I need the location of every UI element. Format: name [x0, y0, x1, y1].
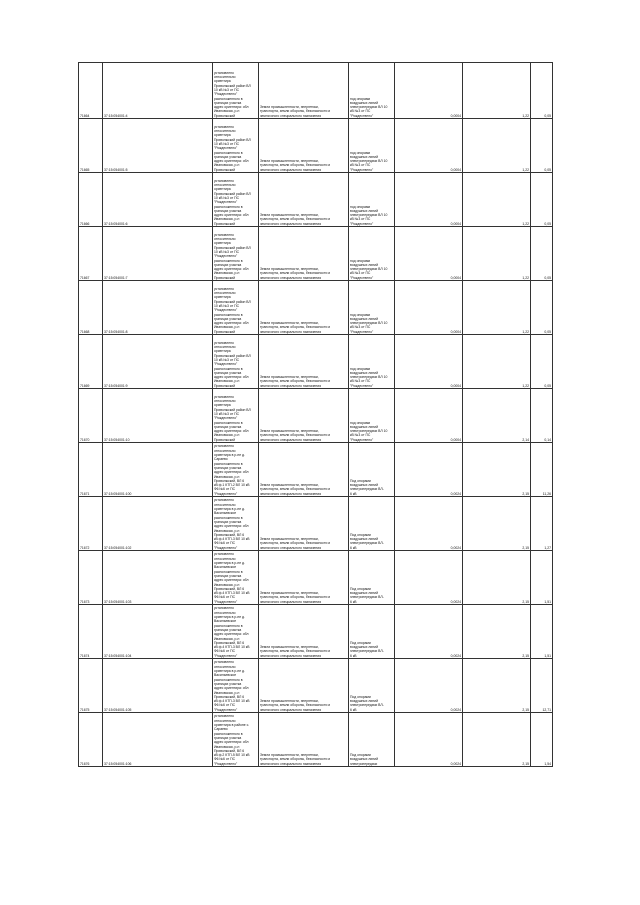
- value-amount: 0,05: [531, 63, 553, 119]
- value-area: 0,0004: [395, 227, 463, 281]
- cadastral-number: 37:15:054001:9: [103, 335, 213, 389]
- value-amount: 1,51: [531, 605, 553, 659]
- value-area: 0,0024: [395, 551, 463, 605]
- cadastral-number: 37:15:054001:10: [103, 389, 213, 443]
- value-area: 0,0004: [395, 63, 463, 119]
- location-description: установлено относительно ориентира Приволжский район ВЛ 10 кВ №3 от ПС "Рождествено" расположенного в границах участка адрес ориентира: обл Ивановская, р-н Приволжский: [213, 335, 259, 389]
- encumbrance-type: Под опорами воздушных линий электропередачи ВЛ- 6 кВ: [349, 605, 395, 659]
- location-description: установлено относительно ориентира Приволжский район ВЛ 10 кВ №3 от ПС "Рождествено" расположенного в границах участка адрес ориентира: обл Ивановская, р-н Приволжский: [213, 173, 259, 227]
- value-area: 0,0024: [395, 605, 463, 659]
- value-rate: 2,15: [463, 443, 531, 497]
- value-amount: 11,26: [531, 443, 553, 497]
- cadastral-number: 37:15:054001:105: [103, 659, 213, 713]
- record-id: 71665: [79, 119, 103, 173]
- value-amount: 0,14: [531, 389, 553, 443]
- value-rate: 1,22: [463, 227, 531, 281]
- table-row: [79, 497, 553, 551]
- value-rate: 2,15: [463, 551, 531, 605]
- cadastral-number: 37:15:054001:104: [103, 605, 213, 659]
- location-description: установлено относительно ориентира Приволжский район ВЛ 10 кВ №3 от ПС "Рождествено" расположенного в границах участка адрес ориентира: обл Ивановская, р-н Приволжский: [213, 63, 259, 119]
- cadastral-number: 37:15:054001:100: [103, 443, 213, 497]
- land-category: Земли промышленности, энергетики, транспорта, земли обороны, безопасности и земли иного специального назначения: [259, 605, 349, 659]
- value-amount: 0,05: [531, 335, 553, 389]
- land-category: Земли промышленности, энергетики, транспорта, земли обороны, безопасности и земли иного специального назначения: [259, 389, 349, 443]
- table-row: [79, 389, 553, 443]
- value-rate: 1,22: [463, 63, 531, 119]
- value-amount: 12,71: [531, 659, 553, 713]
- location-description: установлено относительно ориентира Приволжский район ВЛ 10 кВ №3 от ПС "Рождествено" расположенного в границах участка адрес ориентира: обл Ивановская, р-н Приволжский: [213, 119, 259, 173]
- value-rate: 2,14: [463, 389, 531, 443]
- value-amount: 1,54: [531, 713, 553, 767]
- table-row: [79, 713, 553, 767]
- record-id: 71669: [79, 335, 103, 389]
- value-rate: 1,22: [463, 281, 531, 335]
- value-rate: 1,22: [463, 335, 531, 389]
- table-row: [79, 227, 553, 281]
- value-amount: 0,05: [531, 227, 553, 281]
- value-rate: 2,15: [463, 713, 531, 767]
- record-id: 71670: [79, 389, 103, 443]
- record-id: 71672: [79, 497, 103, 551]
- cadastral-number: 37:15:054001:103: [103, 551, 213, 605]
- value-area: 0,0004: [395, 119, 463, 173]
- record-id: 71676: [79, 713, 103, 767]
- value-amount: 0,05: [531, 119, 553, 173]
- encumbrance-type: Под опорами воздушных линий электропередачи ВЛ- 6 кВ: [349, 443, 395, 497]
- record-id: 71673: [79, 551, 103, 605]
- location-description: установлено относительно ориентира в р-не д. Васильевское расположенного в границах участка адрес ориентира: обл Ивановская, р-н Приволжский, ВЛ 6 кВ ф.4 КТП-3 ВЛ 10 кВ Ф6 №6 от ПС "Рождествено": [213, 551, 259, 605]
- value-rate: 2,15: [463, 497, 531, 551]
- records-table: [78, 62, 553, 767]
- value-rate: 2,15: [463, 605, 531, 659]
- table-row: [79, 173, 553, 227]
- land-category: Земли промышленности, энергетики, транспорта, земли обороны, безопасности и земли иного специального назначения: [259, 659, 349, 713]
- records-table-body: [79, 63, 553, 767]
- value-rate: 1,22: [463, 119, 531, 173]
- land-category: Земли промышленности, энергетики, транспорта, земли обороны, безопасности и земли иного специального назначения: [259, 335, 349, 389]
- location-description: установлено относительно ориентира Приволжский район ВЛ 10 кВ №3 от ПС "Рождествено" расположенного в границах участка адрес ориентира: обл Ивановская, р-н Приволжский: [213, 227, 259, 281]
- location-description: установлено относительно ориентира в р-не д. Сараево расположенного в границах участка адрес ориентира: обл Ивановская, р-н Приволжский, ВЛ 6 кВ ф.1 КТП-2 ВЛ 10 кВ Ф6 №6 от ПС "Рождествено": [213, 443, 259, 497]
- encumbrance-type: под опорами воздушных линий электропередачи ВЛ 10 кВ №3 от ПС "Рождествено": [349, 335, 395, 389]
- land-category: Земли промышленности, энергетики, транспорта, земли обороны, безопасности и земли иного специального назначения: [259, 551, 349, 605]
- cadastral-number: 37:15:054001:7: [103, 227, 213, 281]
- encumbrance-type: под опорами воздушных линий электропередачи ВЛ 10 кВ №3 от ПС "Рождествено": [349, 281, 395, 335]
- value-area: 0,0024: [395, 443, 463, 497]
- record-id: 71674: [79, 605, 103, 659]
- encumbrance-type: Под опорами воздушных линий электропередачи: [349, 713, 395, 767]
- cadastral-number: 37:15:054001:102: [103, 497, 213, 551]
- value-area: 0,0024: [395, 713, 463, 767]
- table-row: [79, 335, 553, 389]
- encumbrance-type: под опорами воздушных линий электропередачи ВЛ 10 кВ №3 от ПС "Рождествено": [349, 227, 395, 281]
- record-id: 71675: [79, 659, 103, 713]
- cadastral-number: 37:15:054001:106: [103, 713, 213, 767]
- value-area: 0,0024: [395, 659, 463, 713]
- land-category: Земли промышленности, энергетики, транспорта, земли обороны, безопасности и земли иного специального назначения: [259, 227, 349, 281]
- location-description: установлено относительно ориентира в районе с. Сараево расположенного в границах участка адрес ориентира: обл Ивановская, р-н Приволжский, ВЛ 6 кВ ф.2 КТП-5 ВЛ 10 кВ Ф6 №6 от ПС "Рождествено": [213, 713, 259, 767]
- land-category: Земли промышленности, энергетики, транспорта, земли обороны, безопасности и земли иного специального назначения: [259, 119, 349, 173]
- record-id: 71666: [79, 173, 103, 227]
- land-category: Земли промышленности, энергетики, транспорта, земли обороны, безопасности и земли иного специального назначения: [259, 497, 349, 551]
- value-rate: 1,22: [463, 173, 531, 227]
- table-row: [79, 119, 553, 173]
- table-row: [79, 551, 553, 605]
- encumbrance-type: под опорами воздушных линий электропередачи ВЛ 10 кВ №3 от ПС "Рождествено": [349, 389, 395, 443]
- value-area: 0,0004: [395, 335, 463, 389]
- land-category: Земли промышленности, энергетики, транспорта, земли обороны, безопасности и земли иного специального назначения: [259, 63, 349, 119]
- record-id: 71668: [79, 281, 103, 335]
- encumbrance-type: под опорами воздушных линий электропередачи ВЛ 10 кВ №3 от ПС "Рождествено": [349, 173, 395, 227]
- table-row: [79, 659, 553, 713]
- table-row: [79, 63, 553, 119]
- land-category: Земли промышленности, энергетики, транспорта, земли обороны, безопасности и земли иного специального назначения: [259, 443, 349, 497]
- encumbrance-type: Под опорами воздушных линий электропередачи ВЛ- 6 кВ: [349, 551, 395, 605]
- cadastral-number: 37:15:054001:4: [103, 63, 213, 119]
- location-description: установлено относительно ориентира в р-не д. Васильевское расположенного в границах участка адрес ориентира: обл Ивановская, р-н Приволжский, ВЛ 6 кВ ф.4 КТП-3 ВЛ 10 кВ Ф6 №6 от ПС "Рождествено": [213, 605, 259, 659]
- value-area: 0,0024: [395, 497, 463, 551]
- cadastral-number: 37:15:054001:6: [103, 173, 213, 227]
- land-category: Земли промышленности, энергетики, транспорта, земли обороны, безопасности и земли иного специального назначения: [259, 713, 349, 767]
- record-id: 71664: [79, 63, 103, 119]
- table-row: [79, 281, 553, 335]
- value-area: 0,0004: [395, 389, 463, 443]
- cadastral-number: 37:15:054001:5: [103, 119, 213, 173]
- encumbrance-type: под опорами воздушных линий электропередачи ВЛ 10 кВ №3 от ПС "Рождествено": [349, 119, 395, 173]
- encumbrance-type: Под опорами воздушных линий электропередачи ВЛ- 6 кВ: [349, 497, 395, 551]
- encumbrance-type: Под опорами воздушных линий электропередачи ВЛ- 6 кВ: [349, 659, 395, 713]
- value-rate: 2,15: [463, 659, 531, 713]
- table-row: [79, 605, 553, 659]
- value-area: 0,0004: [395, 173, 463, 227]
- land-category: Земли промышленности, энергетики, транспорта, земли обороны, безопасности и земли иного специального назначения: [259, 281, 349, 335]
- table-row: [79, 443, 553, 497]
- value-amount: 0,05: [531, 281, 553, 335]
- value-amount: 1,51: [531, 551, 553, 605]
- value-area: 0,0004: [395, 281, 463, 335]
- location-description: установлено относительно ориентира в р-не д. Васильевское расположенного в границах участка адрес ориентира: обл Ивановская, р-н Приволжский, ВЛ 6 кВ ф.4 КТП-3 ВЛ 10 кВ Ф6 №6 от ПС "Рождествено": [213, 659, 259, 713]
- location-description: установлено относительно ориентира в р-не д. Васильевское расположенного в границах участка адрес ориентира: обл Ивановская, р-н Приволжский, ВЛ 6 кВ ф.4 КТП-3 ВЛ 10 кВ Ф6 №6 от ПС "Рождествено": [213, 497, 259, 551]
- cadastral-number: 37:15:054001:8: [103, 281, 213, 335]
- location-description: установлено относительно ориентира Приволжский район ВЛ 10 кВ №3 от ПС "Рождествено" расположенного в границах участка адрес ориентира: обл Ивановская, р-н Приволжский: [213, 389, 259, 443]
- value-amount: 0,05: [531, 173, 553, 227]
- encumbrance-type: под опорами воздушных линий электропередачи ВЛ 10 кВ №3 от ПС "Рождествено": [349, 63, 395, 119]
- record-id: 71671: [79, 443, 103, 497]
- record-id: 71667: [79, 227, 103, 281]
- land-category: Земли промышленности, энергетики, транспорта, земли обороны, безопасности и земли иного специального назначения: [259, 173, 349, 227]
- value-amount: 1,27: [531, 497, 553, 551]
- location-description: установлено относительно ориентира Приволжский район ВЛ 10 кВ №3 от ПС "Рождествено" расположенного в границах участка адрес ориентира: обл Ивановская, р-н Приволжский: [213, 281, 259, 335]
